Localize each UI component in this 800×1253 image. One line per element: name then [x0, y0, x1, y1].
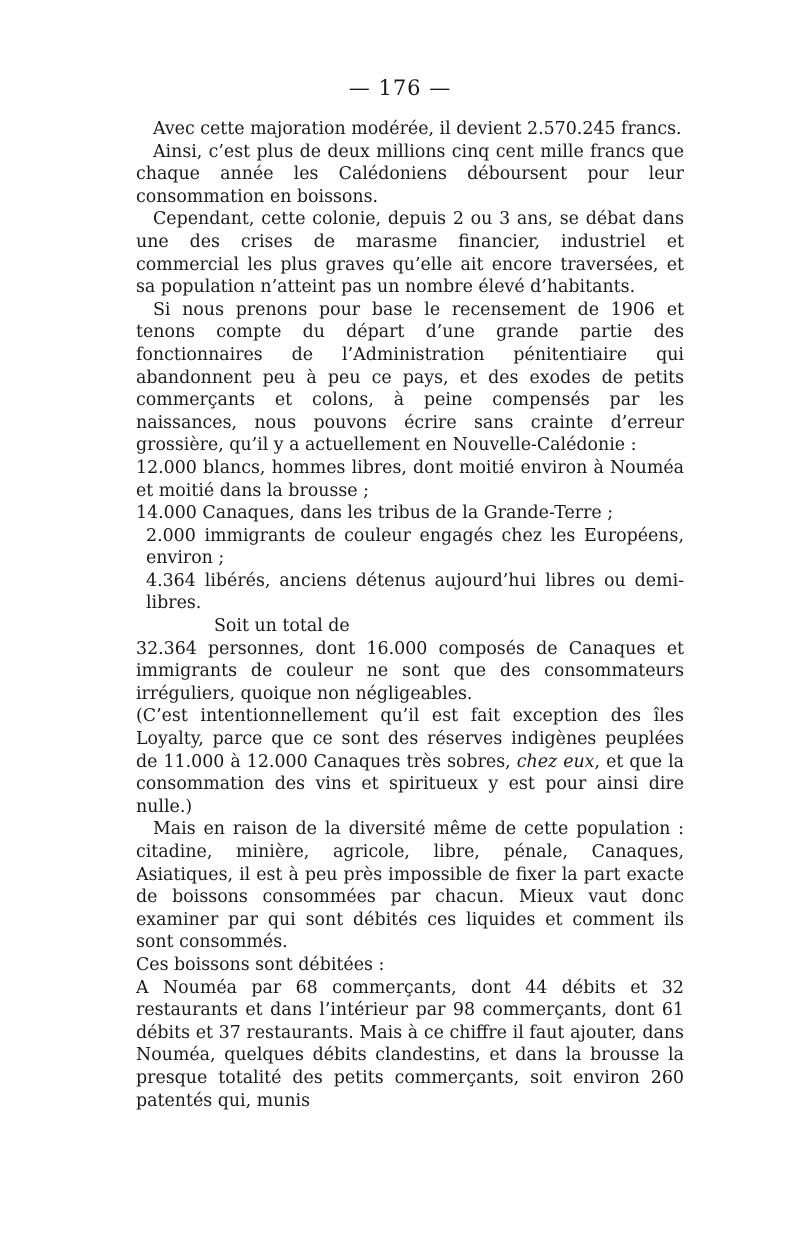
paragraph-crise: Cependant, cette colonie, depuis 2 ou 3 ans, se débat dans une des crises de marasme financier, industriel et commercial les plus graves qu’elle ait encore traversées, et sa population n’atteint pas un nombre élevé d’habitants.	[136, 209, 684, 298]
population-item	[136, 457, 684, 502]
total-label: Soit un total de	[214, 616, 350, 637]
page-number: — 176 —	[348, 76, 452, 100]
population-number: 4.364	[146, 570, 196, 591]
population-text: libérés, anciens détenus aujourd’hui libres ou demi-libres.	[146, 570, 685, 614]
paragraph-noumea: A Nouméa par 68 commerçants, dont 44 débits et 32 restaurants et dans l’intérieur par 98 commerçants, dont 61 débits et 37 restaurants. Mais à ce chiffre il faut ajouter, dans Nouméa, quelques débits clandestins, et dans la brousse la presque totalité des petits commerçants, soit environ 260 patentés qui, munis	[136, 977, 684, 1111]
loyalty-text-after: , et que la consommation des vins et spiritueux y est pour ainsi dire nulle.)	[136, 751, 685, 817]
loyalty-italic: chez eux	[516, 751, 595, 772]
paragraph-majoration: Avec cette majoration modérée, il devient 2.570.245 francs.	[153, 119, 682, 139]
population-item	[136, 502, 684, 525]
paragraph-depenses: Ainsi, c’est plus de deux millions cinq cent mille francs que chaque année les Calédoniens déboursent pour leur consommation en boissons.	[136, 141, 684, 207]
population-list	[136, 457, 684, 615]
loyalty-text-before: (C’est intentionnellement qu’il est fait exception des îles Loyalty, parce que ce sont des réserves indigènes peuplées de 11.000 à 12.000 Canaques très sobres,	[136, 706, 684, 772]
page-body	[136, 118, 684, 1112]
paragraph-loyalty	[136, 705, 684, 818]
population-text: immigrants de couleur engagés chez les Européens, environ ;	[146, 525, 685, 569]
population-number: 2.000	[146, 525, 196, 546]
paragraph-recensement: Si nous prenons pour base le recensement de 1906 et tenons compte du départ d’une grande partie des fonctionnaires de l’Administration pénitentiaire qui abandonnent peu à peu ce pays, et des exodes de petits commerçants et colons, à peine compensés par les naissances, nous pouvons écrire sans crainte d’erreur grossière, qu’il y a actuellement en Nouvelle-Calédonie :	[136, 299, 684, 456]
paragraph-diversite: Mais en raison de la diversité même de cette population : citadine, minière, agricole, libre, pénale, Canaques, Asiatiques, il est à peu près impossible de fixer la part exacte de boissons consommées par chacun. Mieux vaut donc examiner par qui sont débités ces liquides et comment ils sont consommés.	[136, 819, 684, 953]
paragraph-total: 32.364 personnes, dont 16.000 composés de Canaques et immigrants de couleur ne sont que des consommateurs irréguliers, quoique non négligeables.	[136, 638, 684, 704]
population-item	[136, 525, 684, 570]
population-text: Canaques, dans les tribus de la Grande-Terre ;	[202, 503, 614, 524]
population-text: blancs, hommes libres, dont moitié environ à Nouméa et moitié dans la brousse ;	[136, 457, 684, 501]
population-number: 12.000	[136, 457, 197, 478]
paragraph-debitees: Ces boissons sont débitées :	[136, 954, 385, 975]
population-item	[136, 570, 684, 615]
population-number: 14.000	[136, 503, 197, 524]
